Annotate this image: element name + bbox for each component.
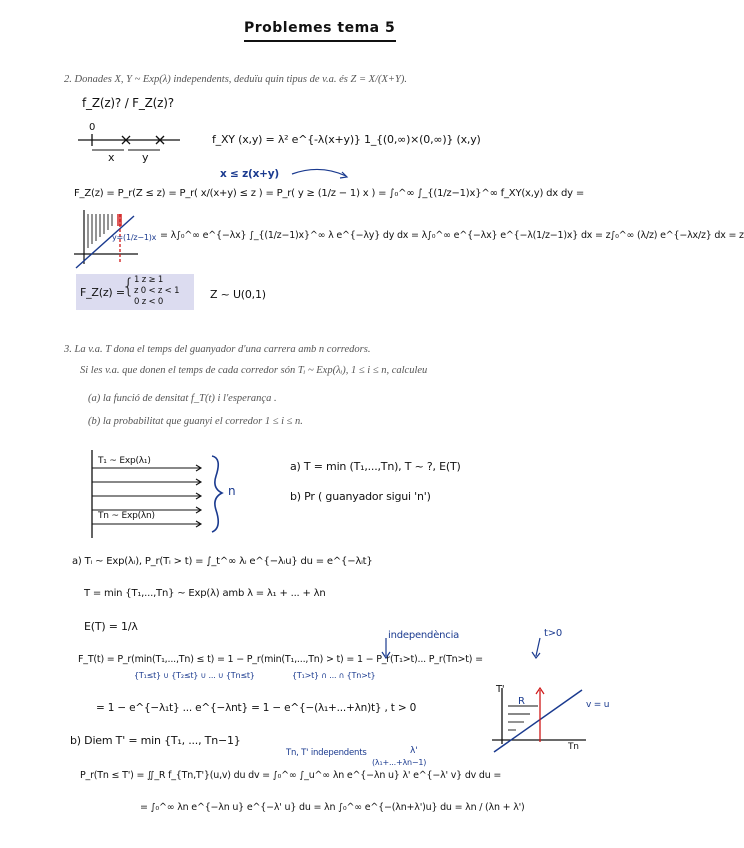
line-a2: T = min {T₁,...,Tn} ~ Exp(λ) amb λ = λ₁ + ... + λn <box>84 588 326 599</box>
axis-x-label: x <box>108 151 115 164</box>
t-positive-label: t>0 <box>544 628 563 639</box>
cdf-sub-2: {T₁>t} ∩ ... ∩ {Tn>t} <box>292 671 376 680</box>
piecewise-brace: { <box>122 274 135 298</box>
problem2-statement <box>64 74 407 85</box>
title-underline <box>244 40 396 42</box>
region-label: y=(1/z−1)x <box>112 233 157 242</box>
graph-axis-v: T' <box>496 684 505 695</box>
page-title: Problemes tema 5 <box>244 20 396 36</box>
cdf-result: = 1 − e^{−λ₁t} ... e^{−λnt} = 1 − e^{−(λ₁+...+λn)t} , t > 0 <box>96 702 417 714</box>
summary-b: b) Pr ( guanyador sigui 'n') <box>290 490 431 503</box>
blue-frac-num: λ' <box>410 746 418 756</box>
axis-y-label: y <box>142 151 149 164</box>
summary-a: a) T = min (T₁,...,Tn), T ~ ?, E(T) <box>290 460 461 473</box>
conclusion: Z ~ U(0,1) <box>210 288 266 301</box>
line-b: b) Diem T' = min {T₁, ..., Tn−1} <box>70 734 241 747</box>
graph-line-label: v = u <box>586 700 610 710</box>
line-a1: a) Tᵢ ~ Exp(λᵢ), P_r(Tᵢ > t) = ∫_t^∞ λᵢ e^{−λᵢu} du = e^{−λᵢt} <box>72 556 373 567</box>
problem3-statement-1 <box>64 344 370 355</box>
diagram-bottom-label: Tn ~ Exp(λn) <box>98 511 155 521</box>
diagram-brace-label: n <box>228 484 236 498</box>
axis-zero-label: 0 <box>89 122 96 133</box>
diagram-top-label: T₁ ~ Exp(λ₁) <box>98 456 151 466</box>
piecewise-lhs: F_Z(z) = <box>80 286 125 299</box>
problem3-statement-2: Si les v.a. que donen el temps de cada corredor són Tᵢ ~ Exp(λᵢ), 1 ≤ i ≤ n, calculeu <box>80 365 428 376</box>
piecewise-row-2: z 0 < z < 1 <box>134 286 180 296</box>
integral-line: = λ∫₀^∞ e^{−λx} ∫_{(1/z−1)x}^∞ λ e^{−λy} dy dx = λ∫₀^∞ e^{−λx} e^{−λ(1/z−1)x} dx = z∫₀^∞ (λ/z) e^{−λx/z} dx = z <box>160 230 744 241</box>
problem3-part-a: (a) la funció de densitat f_T(t) i l'esperança . <box>88 393 277 404</box>
blue-frac-den: (λ₁+...+λn−1) <box>372 758 427 767</box>
line-a3: E(T) = 1/λ <box>84 620 138 633</box>
problem2-number: 2. <box>64 74 72 85</box>
line-b3: = ∫₀^∞ λn e^{−λn u} e^{−λ' u} du = λn ∫₀^∞ e^{−(λn+λ')u} du = λn / (λn + λ') <box>140 802 525 813</box>
problem3-text-1: La v.a. T dona el temps del guanyador d'una carrera amb n corredors. <box>74 344 371 355</box>
piecewise-rows <box>134 275 179 308</box>
problem2-text: Donades X, Y ~ Exp(λ) independents, deduïu quin tipus de v.a. és Z = X/(X+Y). <box>74 74 407 85</box>
line-b2: P_r(Tn ≤ T') = ∬_R f_{Tn,T'}(u,v) du dv = ∫₀^∞ ∫_u^∞ λn e^{−λn u} λ' e^{−λ' v} dv du = <box>80 770 502 781</box>
joint-density: f_XY (x,y) = λ² e^{-λ(x+y)} 1_{(0,∞)×(0,∞)} (x,y) <box>212 133 481 146</box>
cdf-line: F_Z(z) = P_r(Z ≤ z) = P_r( x/(x+y) ≤ z ) = P_r( y ≥ (1/z − 1) x ) = ∫₀^∞ ∫_{(1/z−1)x}^∞ f_XY(x,y) dx dy = <box>74 188 585 199</box>
question-note: f_Z(z)? / F_Z(z)? <box>82 96 174 110</box>
problem3-number: 3. <box>64 344 72 355</box>
problem3-part-b: (b) la probabilitat que guanyi el corredor 1 ≤ i ≤ n. <box>88 416 303 427</box>
piecewise-row-3: 0 z < 0 <box>134 297 164 307</box>
graph-axis-h: Tn <box>568 742 579 752</box>
indep-label-2: Tn, T' independents <box>286 748 367 758</box>
cdf-sub-1: {T₁≤t} ∪ {T₂≤t} ∪ ... ∪ {Tn≤t} <box>134 671 255 680</box>
piecewise-row-1: 1 z ≥ 1 <box>134 275 164 285</box>
independence-label: independència <box>388 630 460 641</box>
blue-hint: x ≤ z(x+y) <box>220 168 280 180</box>
hint-arrow <box>290 166 350 186</box>
graph-region-label: R <box>518 696 525 707</box>
cdf-line-3: F_T(t) = P_r(min(T₁,...,Tn) ≤ t) = 1 − P_r(min(T₁,...,Tn) > t) = 1 − P_r(T₁>t)... P_r(Tn>t) = <box>78 654 483 665</box>
